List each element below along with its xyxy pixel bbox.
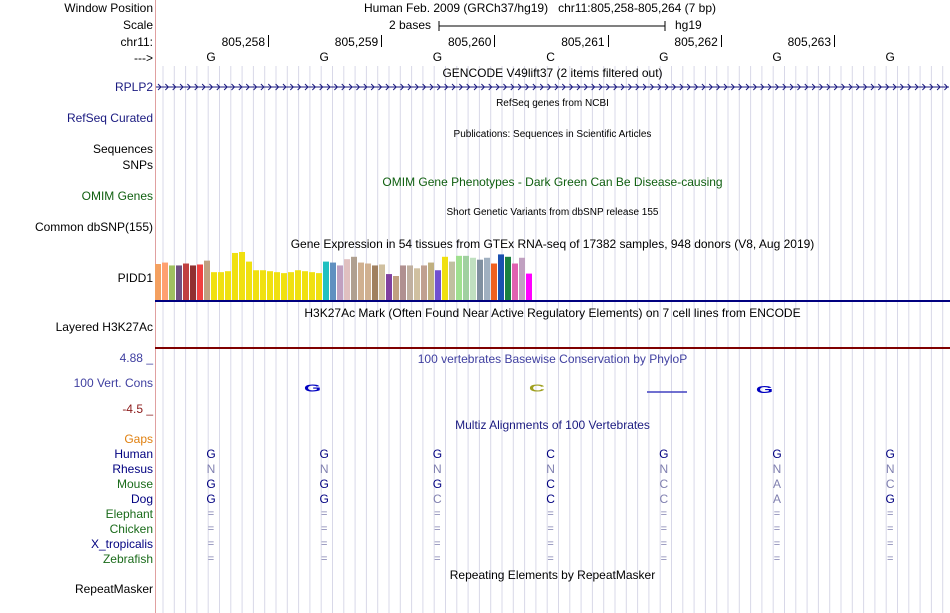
scale-bar xyxy=(438,19,668,33)
aligned-base: = xyxy=(773,553,781,565)
gene-rplp2-arrows[interactable] xyxy=(156,80,949,94)
aligned-base: = xyxy=(660,538,668,550)
logo-letter-g2: G xyxy=(756,384,774,396)
position-tick xyxy=(268,35,269,47)
species-label[interactable]: X_tropicalis xyxy=(90,537,153,551)
position-label: 805,258 xyxy=(221,35,265,49)
aligned-base: C xyxy=(885,477,895,491)
aligned-base: C xyxy=(433,492,442,506)
gtex-bar xyxy=(379,264,385,300)
label-scale[interactable]: Scale xyxy=(122,18,153,32)
gtex-barchart[interactable] xyxy=(155,252,535,300)
phylop-title[interactable]: 100 vertebrates Basewise Conservation by PhyloP xyxy=(417,352,688,366)
aligned-base: = xyxy=(434,553,441,565)
species-label[interactable]: Elephant xyxy=(105,507,153,521)
gencode-title[interactable]: GENCODE V49lift37 (2 items filtered out) xyxy=(442,66,663,80)
aligned-base: = xyxy=(773,538,781,550)
aligned-base: = xyxy=(886,538,894,550)
base-letter: G xyxy=(432,50,443,64)
aligned-base: = xyxy=(886,508,894,520)
dbsnp-title[interactable]: Short Genetic Variants from dbSNP release 155 xyxy=(446,207,659,218)
aligned-base: N xyxy=(659,462,669,476)
gtex-bar xyxy=(386,274,392,300)
aligned-base: = xyxy=(320,508,328,520)
gtex-bar xyxy=(491,264,497,300)
gtex-bar xyxy=(295,270,301,300)
aligned-base: = xyxy=(434,508,441,520)
aligned-base: G xyxy=(206,447,216,461)
gtex-bar xyxy=(330,263,336,300)
cons-max: 4.88 _ xyxy=(119,351,153,365)
aligned-base: G xyxy=(885,447,895,461)
gtex-bar xyxy=(267,271,273,300)
aligned-base: C xyxy=(659,477,669,491)
aligned-base: = xyxy=(660,508,668,520)
aligned-base: G xyxy=(319,492,329,506)
gtex-bar xyxy=(463,256,469,300)
gtex-bar xyxy=(456,256,462,300)
position-tick xyxy=(608,35,609,47)
label-refseq[interactable]: RefSeq Curated xyxy=(66,111,153,125)
gtex-bar xyxy=(239,252,245,300)
repeat-title[interactable]: Repeating Elements by RepeatMasker xyxy=(449,568,656,582)
gtex-bar xyxy=(281,273,287,300)
aligned-base: = xyxy=(547,538,554,550)
aligned-base: = xyxy=(547,523,554,535)
gtex-bar xyxy=(505,257,511,300)
label-gaps[interactable]: Gaps xyxy=(124,432,153,446)
phylop-logo[interactable] xyxy=(156,370,949,404)
aligned-base: = xyxy=(207,523,215,535)
aligned-base: N xyxy=(319,462,329,476)
gtex-bar xyxy=(519,258,525,300)
position-label: 805,260 xyxy=(448,35,492,49)
gtex-bar xyxy=(372,265,378,300)
aligned-base: G xyxy=(772,447,782,461)
gtex-bar xyxy=(435,270,441,300)
gtex-bar xyxy=(274,272,280,300)
aligned-base: = xyxy=(773,523,781,535)
aligned-base: C xyxy=(546,477,555,491)
aligned-base: = xyxy=(547,508,554,520)
label-snps[interactable]: SNPs xyxy=(122,158,153,172)
aligned-base: G xyxy=(432,447,443,461)
scale-db: hg19 xyxy=(675,18,702,32)
gtex-bar xyxy=(358,263,364,300)
gtex-bar xyxy=(428,263,434,300)
species-label[interactable]: Zebrafish xyxy=(102,552,153,566)
h3k27ac-title[interactable]: H3K27Ac Mark (Often Found Near Active Regulatory Elements) on 7 cell lines from ENCODE xyxy=(304,306,801,320)
aligned-base: G xyxy=(206,492,216,506)
aligned-base: N xyxy=(885,462,895,476)
gtex-bar xyxy=(393,276,399,300)
position-tick xyxy=(494,35,495,47)
gtex-bar xyxy=(288,272,294,300)
species-label[interactable]: Dog xyxy=(130,492,153,506)
gtex-bar xyxy=(162,263,168,300)
gtex-bar xyxy=(365,264,371,300)
gtex-bar xyxy=(302,271,308,300)
gtex-divider xyxy=(155,300,950,302)
aligned-base: A xyxy=(772,492,781,506)
label-layered-h3k27ac[interactable]: Layered H3K27Ac xyxy=(55,320,153,334)
aligned-base: = xyxy=(434,538,441,550)
gtex-bar xyxy=(253,270,259,300)
species-label[interactable]: Human xyxy=(114,447,153,461)
position-label: 805,262 xyxy=(674,35,718,49)
gtex-bar xyxy=(470,258,476,300)
multiz-title[interactable]: Multiz Alignments of 100 Vertebrates xyxy=(455,418,650,432)
aligned-base: = xyxy=(207,508,215,520)
aligned-base: = xyxy=(886,523,894,535)
gtex-bar xyxy=(351,257,357,300)
publications-title[interactable]: Publications: Sequences in Scientific Articles xyxy=(453,129,652,140)
position-tick xyxy=(381,35,382,47)
aligned-base: = xyxy=(320,538,328,550)
label-pidd1[interactable]: PIDD1 xyxy=(117,271,153,285)
aligned-base: = xyxy=(660,523,668,535)
label-omim[interactable]: OMIM Genes xyxy=(81,189,153,203)
label-window-position[interactable]: Window Position xyxy=(64,1,153,15)
gtex-bar xyxy=(169,265,175,300)
position-tick xyxy=(834,35,835,47)
scale-text: 2 bases xyxy=(389,18,432,32)
aligned-base: = xyxy=(886,553,894,565)
aligned-base: = xyxy=(434,523,441,535)
aligned-base: = xyxy=(547,553,554,565)
label-chrom[interactable]: chr11: xyxy=(120,35,153,49)
assembly-title: Human Feb. 2009 (GRCh37/hg19) chr11:805,258-805,264 (7 bp) xyxy=(364,1,717,15)
gtex-bar xyxy=(183,264,189,300)
aligned-base: N xyxy=(546,462,555,476)
species-label[interactable]: Rhesus xyxy=(112,462,153,476)
gtex-bar xyxy=(400,265,406,300)
gtex-bar xyxy=(260,270,266,300)
aligned-base: = xyxy=(207,538,215,550)
label-repeatmasker[interactable]: RepeatMasker xyxy=(74,582,153,596)
gtex-bar xyxy=(232,253,238,300)
position-label: 805,263 xyxy=(787,35,831,49)
gtex-bar xyxy=(526,274,532,300)
aligned-base: C xyxy=(659,492,669,506)
position-label: 805,261 xyxy=(561,35,605,49)
label-sequences[interactable]: Sequences xyxy=(92,142,153,156)
base-letter: G xyxy=(772,50,782,64)
aligned-base: N xyxy=(206,462,216,476)
aligned-base: = xyxy=(773,508,781,520)
gtex-bar xyxy=(442,257,448,300)
aligned-base: G xyxy=(319,447,329,461)
aligned-base: N xyxy=(772,462,782,476)
refseq-title[interactable]: RefSeq genes from NCBI xyxy=(496,98,609,109)
aligned-base: = xyxy=(320,523,328,535)
cons-min: -4.5 _ xyxy=(122,402,153,416)
position-tick xyxy=(721,35,722,47)
label-common-dbsnp[interactable]: Common dbSNP(155) xyxy=(34,220,153,234)
h3k27ac-divider xyxy=(155,347,950,349)
aligned-base: C xyxy=(546,492,555,506)
gtex-bar xyxy=(316,273,322,300)
gtex-bar xyxy=(204,261,210,300)
gtex-bar xyxy=(225,271,231,300)
position-label: 805,259 xyxy=(334,35,379,49)
base-letter: G xyxy=(319,50,329,64)
gtex-bar xyxy=(309,272,315,300)
gtex-bar xyxy=(190,265,196,300)
gtex-bar xyxy=(218,272,224,300)
gtex-bar xyxy=(197,264,203,300)
gtex-bar xyxy=(484,258,490,300)
gtex-bar xyxy=(323,262,329,300)
species-label[interactable]: Chicken xyxy=(109,522,153,536)
aligned-base: = xyxy=(207,553,215,565)
gtex-bar xyxy=(337,265,343,300)
gtex-bar xyxy=(155,264,161,300)
aligned-base: G xyxy=(206,477,216,491)
gtex-bar xyxy=(176,265,182,300)
label-100-vert-cons[interactable]: 100 Vert. Cons xyxy=(73,376,153,390)
label-strand: ---> xyxy=(134,51,153,65)
gtex-bar xyxy=(477,260,483,300)
gtex-bar xyxy=(246,262,252,300)
gtex-bar xyxy=(211,272,217,300)
label-rplp2[interactable]: RPLP2 xyxy=(114,80,153,94)
aligned-base: C xyxy=(546,447,555,461)
omim-title[interactable]: OMIM Gene Phenotypes - Dark Green Can Be Disease-causing xyxy=(382,175,723,189)
aligned-base: = xyxy=(320,553,328,565)
base-letter: G xyxy=(659,50,669,64)
position-readout: chr11:805,258-805,264 (7 bp) xyxy=(558,1,717,15)
aligned-base: A xyxy=(772,477,781,491)
aligned-base: G xyxy=(885,492,895,506)
base-letter: G xyxy=(885,50,895,64)
base-letter: C xyxy=(546,50,555,64)
aligned-base: = xyxy=(660,553,668,565)
gtex-bar xyxy=(407,265,413,300)
species-label[interactable]: Mouse xyxy=(116,477,153,491)
base-letter: G xyxy=(206,50,216,64)
gtex-bar xyxy=(498,254,504,300)
logo-letter-g1: G xyxy=(304,382,322,394)
gtex-bar xyxy=(512,264,518,300)
aligned-base: G xyxy=(432,477,443,491)
gtex-title[interactable]: Gene Expression in 54 tissues from GTEx RNA-seq of 17382 samples, 948 donors (V8, Aug 2019) xyxy=(290,237,815,251)
gtex-bar xyxy=(421,265,427,300)
gtex-bar xyxy=(449,262,455,300)
gtex-bar xyxy=(344,259,350,300)
aligned-base: N xyxy=(433,462,442,476)
logo-letter-c: C xyxy=(529,382,545,394)
gtex-bar xyxy=(414,268,420,300)
aligned-base: G xyxy=(659,447,669,461)
aligned-base: G xyxy=(319,477,329,491)
